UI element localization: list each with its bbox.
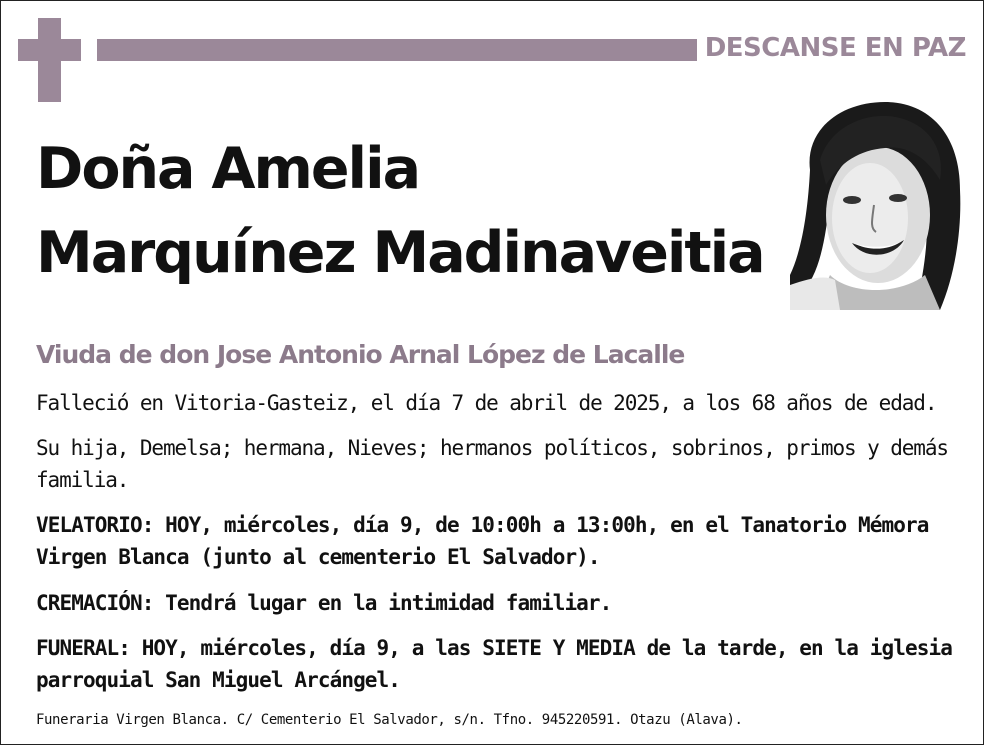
cremacion-paragraph: CREMACIÓN: Tendrá lugar en la intimidad familiar.: [36, 591, 612, 615]
deceased-name-line2: Marquínez Madinaveitia: [36, 220, 764, 286]
cross-icon-bar: [18, 39, 81, 61]
family-paragraph: Su hija, Demelsa; hermana, Nieves; hermanos políticos, sobrinos, primos y demás familia.: [36, 436, 948, 492]
death-notice: Falleció en Vitoria-Gasteiz, el día 7 de abril de 2025, a los 68 años de edad.: [36, 391, 937, 415]
funeral-paragraph: FUNERAL: HOY, miércoles, día 9, a las SIETE Y MEDIA de la tarde, en la iglesia parroquial San Miguel Arcángel.: [36, 636, 952, 692]
widow-subtitle: Viuda de don Jose Antonio Arnal López de Lacalle: [36, 340, 685, 369]
funeral-home-footer: Funeraria Virgen Blanca. C/ Cementerio El Salvador, s/n. Tfno. 945220591. Otazu (Alava).: [36, 712, 743, 728]
deceased-name-line1: Doña Amelia: [36, 136, 420, 202]
portrait-photo: [790, 100, 965, 310]
velatorio-paragraph: VELATORIO: HOY, miércoles, día 9, de 10:00h a 13:00h, en el Tanatorio Mémora Virgen Blanca (junto al cementerio El Salvador).: [36, 513, 929, 569]
header-rule: [97, 39, 697, 61]
header-label: DESCANSE EN PAZ: [704, 33, 966, 63]
